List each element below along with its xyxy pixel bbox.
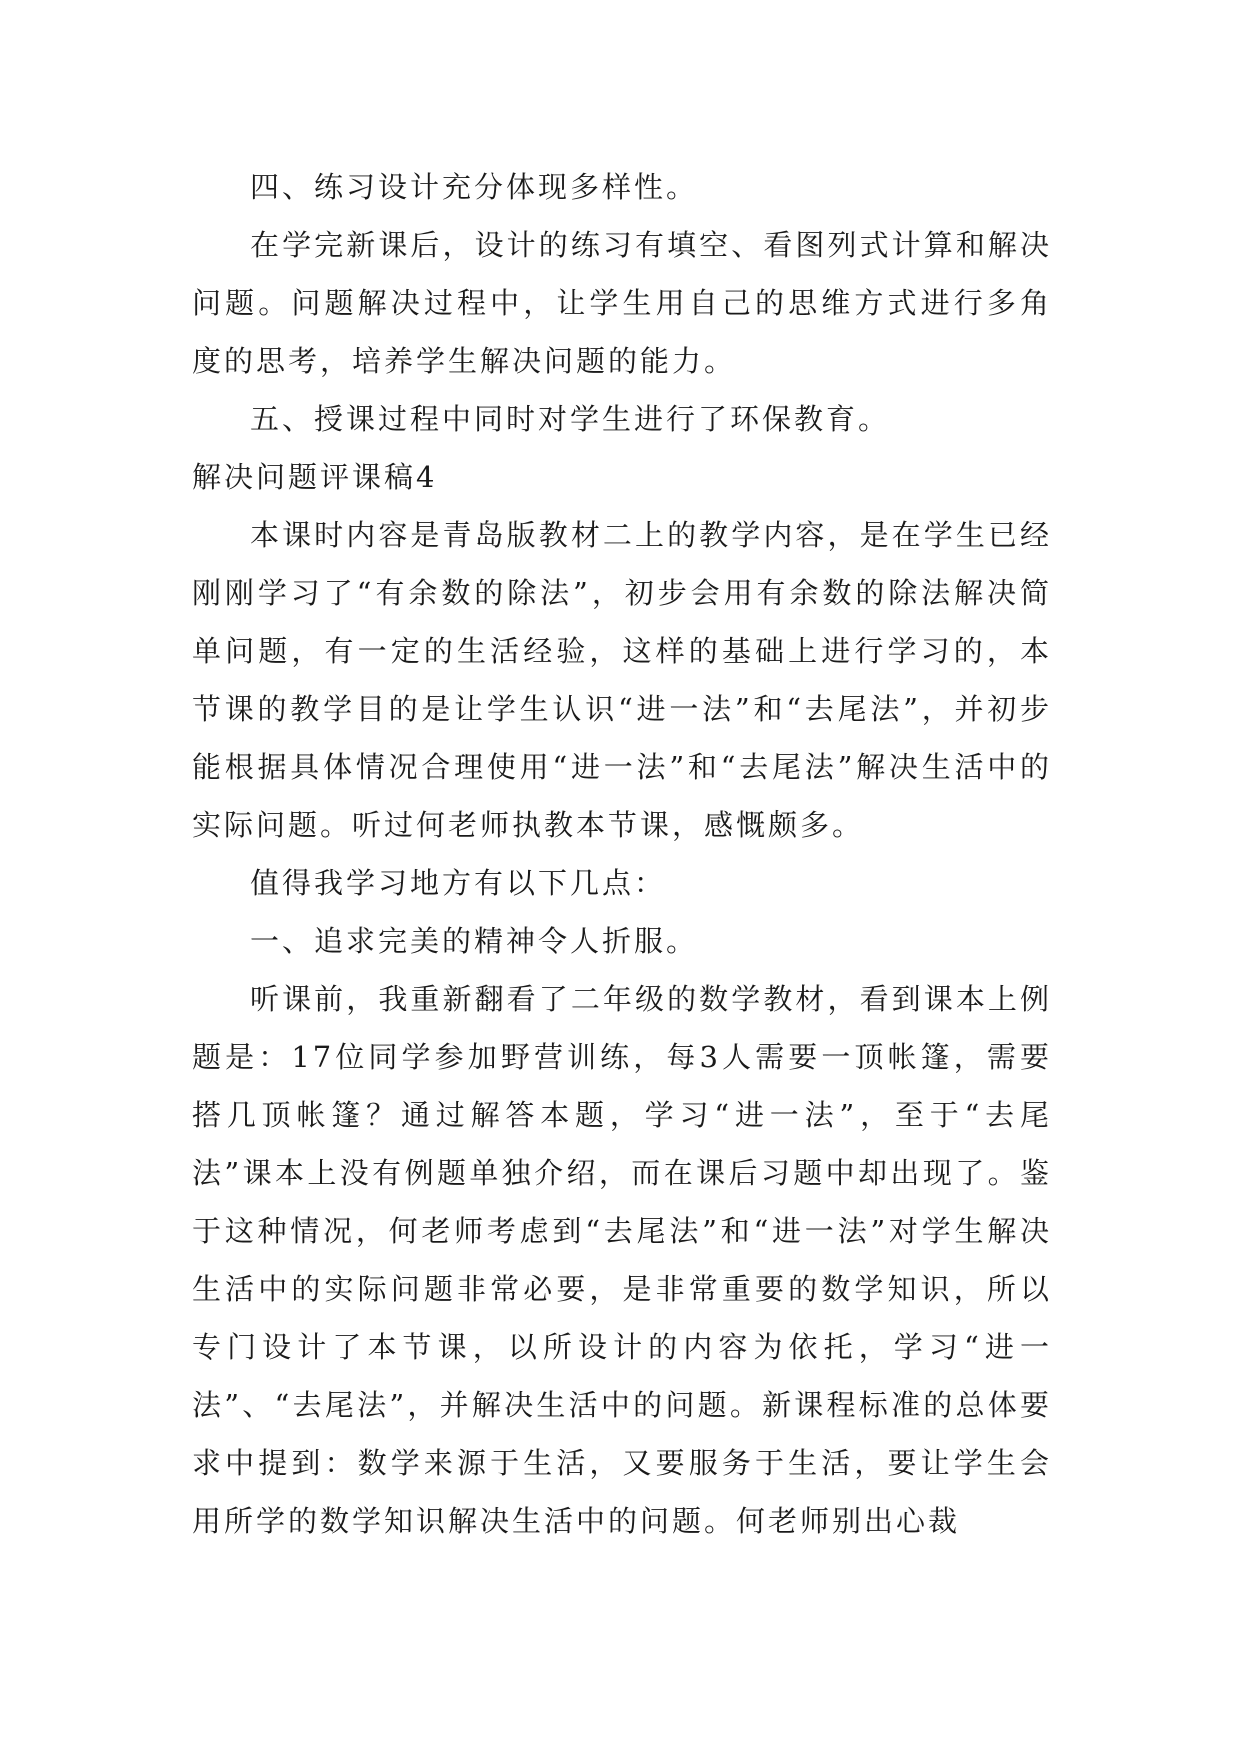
paragraph-point-one: 一、追求完美的精神令人折服。 [250, 924, 699, 958]
section-heading: 解决问题评课稿4 [192, 460, 438, 494]
paragraph-lesson-intro: 本课时内容是青岛版教材二上的教学内容，是在学生已经刚刚学习了“有余数的除法”，初步会用有余数的除法解决简单问题，有一定的生活经验，这样的基础上进行学习的，本节课的教学目的是让学生认识“进一法”和“去尾法”，并初步能根据具体情况合理使用“进一法”和“去尾法”解决生活中的实际问题。听过何老师执教本节课，感慨颇多。 [192, 518, 1052, 842]
document-body [192, 158, 1052, 1550]
paragraph-practice-diversity: 四、练习设计充分体现多样性。 [250, 170, 699, 204]
paragraph-lesson-details: 听课前，我重新翻看了二年级的数学教材，看到课本上例题是：17位同学参加野营训练，每3人需要一顶帐篷，需要搭几顶帐篷？通过解答本题，学习“进一法”，至于“去尾法”课本上没有例题单独介绍，而在课后习题中却出现了。鉴于这种情况，何老师考虑到“去尾法”和“进一法”对学生解决生活中的实际问题非常必要，是非常重要的数学知识，所以专门设计了本节课，以所设计的内容为依托，学习“进一法”、“去尾法”，并解决生活中的问题。新课程标准的总体要求中提到：数学来源于生活，又要服务于生活，要让学生会用所学的数学知识解决生活中的问题。何老师别出心裁 [192, 982, 1052, 1538]
paragraph-environmental-education: 五、授课过程中同时对学生进行了环保教育。 [250, 402, 891, 436]
paragraph-practice-design: 在学完新课后，设计的练习有填空、看图列式计算和解决问题。问题解决过程中，让学生用自己的思维方式进行多角度的思考，培养学生解决问题的能力。 [192, 228, 1052, 378]
paragraph-learning-points: 值得我学习地方有以下几点： [250, 866, 667, 900]
